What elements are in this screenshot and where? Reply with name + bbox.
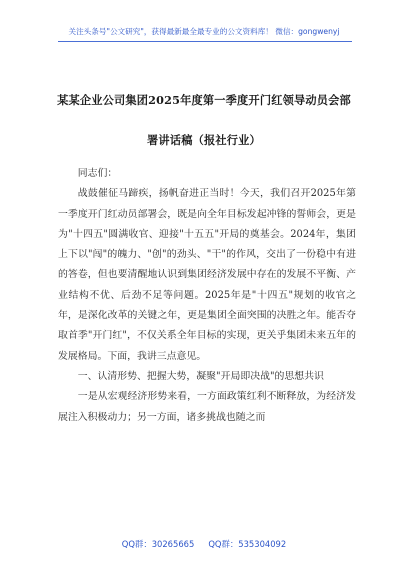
salutation: 同志们：: [77, 168, 118, 179]
paragraph-intro: 战鼓催征马蹄疾，扬帆奋进正当时！今天，我们召开2025年第一季度开门红动员部署会，既是向全年目标发起冲锋的誓师会，更是为"十四五"圆满收官、迎接"十五五"开局的奠基会。2024年，集团上下以"闯"的魄力、"创"的劲头、"干"的作风，交出了一份稳中有进的答卷，但也要清醒地认识到集团经济发展中存在的发展不平衡、产业结构不优、后劲不足等问题。2025年是"十四五"规划的收官之年，是深化改革的关键之年，更是集团全面突围的决胜之年。能否夺取首季"开门红"，不仅关系全年目标的实现，更关乎集团未来五年的发展格局。下面，我讲三点意见。: [58, 188, 356, 362]
footer-qq-group-2: QQ群：535304092: [208, 539, 287, 549]
document-title-line2: 署讲话稿（报社行业）: [147, 133, 261, 147]
header-divider: [58, 41, 352, 42]
header-banner: 关注头条号"公文研究"，获得最新最全最专业的公文资料库！ 微信：gongwenyj: [68, 27, 340, 36]
footer-qq-group-1: QQ群：30265665: [121, 539, 195, 549]
document-title-line1: 某某企业公司集团2025年度第一季度开门红领导动员会部: [57, 93, 351, 107]
document-body: [58, 164, 356, 428]
section-heading-1: 一、认清形势、把握大势，凝聚"开局即决战"的思想共识: [77, 370, 324, 382]
paragraph-section-1: 一是从宏观经济形势来看，一方面政策红利不断释放，为经济发展注入积极动力；另一方面，诸多挑战也随之而: [58, 391, 356, 423]
footer-contacts: [0, 538, 408, 550]
